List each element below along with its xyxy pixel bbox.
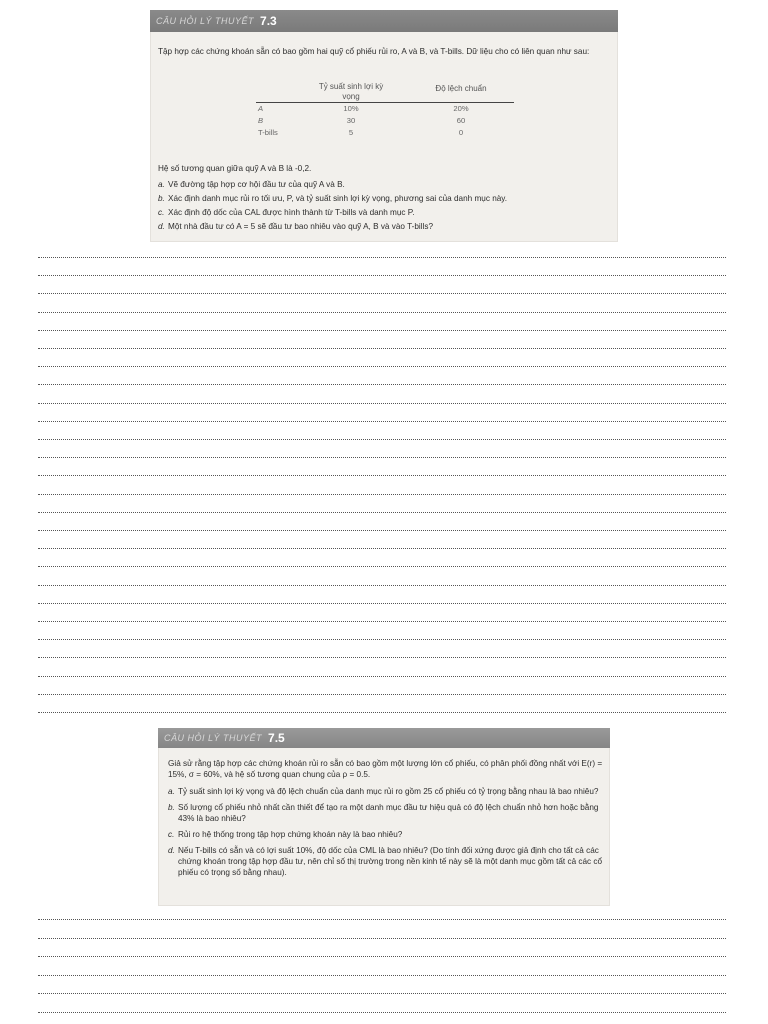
data-table [256, 72, 514, 139]
answer-line [38, 938, 726, 939]
problem-intro: Tập hợp các chứng khoán sẵn có bao gồm hai quỹ cổ phiếu rủi ro, A và B, và T-bills. Dữ liệu cho có liên quan như sau: [158, 47, 590, 56]
row-sd: 20% [453, 104, 469, 113]
problem-header-label: CÂU HỎI LÝ THUYẾT [156, 16, 255, 26]
question-text: Nếu T-bills có sẵn và có lợi suất 10%, độ dốc của CML là bao nhiêu? (Do tính đối xứng được giả định cho tất cả các chứng khoán trong tập hợp đầu tư, nên chỉ số thị trường trong nền kinh tế này sẽ là một danh mục gồm tất cả các cổ phiếu có trọng số bằng nhau). [178, 846, 603, 877]
table-row [256, 103, 514, 115]
row-return: 30 [346, 116, 356, 125]
question-key: d. [158, 222, 165, 231]
col-header-expected-return: Tỷ suất sinh lợi kỳ vọng [318, 82, 384, 101]
question-text: Tỷ suất sinh lợi kỳ vọng và độ lệch chuẩn của danh mục rủi ro gồm 25 cổ phiếu có tỷ trọng bằng nhau là bao nhiêu? [178, 787, 599, 796]
answer-line [38, 712, 726, 713]
answer-line [38, 621, 726, 622]
answer-line [38, 421, 726, 422]
question-text: Số lượng cổ phiếu nhỏ nhất cần thiết để tạo ra một danh mục đầu tư hiệu quả có độ lệch chuẩn nhỏ hơn hoặc bằng 43% là bao nhiêu? [178, 803, 599, 823]
answer-line [38, 275, 726, 276]
table-row [256, 115, 514, 127]
answer-line [38, 494, 726, 495]
answer-line [38, 257, 726, 258]
question-key: b. [158, 194, 165, 203]
answer-line [38, 439, 726, 440]
question-text: Rủi ro hệ thống trong tập hợp chứng khoán này là bao nhiêu? [178, 830, 403, 839]
answer-line [38, 366, 726, 367]
question-text: Xác định độ dốc của CAL được hình thành từ T-bills và danh mục P. [168, 208, 415, 217]
answer-line [38, 603, 726, 604]
answer-line [38, 919, 726, 920]
row-return: 5 [348, 128, 354, 137]
answer-line [38, 530, 726, 531]
question-key: c. [168, 830, 175, 839]
col-header-std-dev: Độ lệch chuẩn [435, 84, 487, 93]
answer-line [38, 512, 726, 513]
row-sd: 60 [456, 116, 466, 125]
row-return: 10% [343, 104, 359, 113]
question-text: Vẽ đường tập hợp cơ hội đầu tư của quỹ A và B. [168, 180, 345, 189]
problem-header [150, 10, 618, 32]
question-key: b. [168, 803, 175, 812]
answer-line [38, 348, 726, 349]
question-text: Một nhà đầu tư có A = 5 sẽ đầu tư bao nhiêu vào quỹ A, B và vào T-bills? [168, 222, 434, 231]
problem-7-5-box [158, 728, 610, 906]
answer-line [38, 676, 726, 677]
answer-line [38, 312, 726, 313]
answer-line [38, 975, 726, 976]
question-item [158, 193, 614, 204]
answer-line [38, 475, 726, 476]
table-header [256, 72, 514, 103]
problem-header [158, 728, 610, 748]
answer-line [38, 956, 726, 957]
answer-line [38, 657, 726, 658]
row-name: T-bills [258, 128, 278, 137]
question-key: a. [168, 787, 175, 796]
table-row [256, 127, 514, 139]
answer-line [38, 566, 726, 567]
question-key: c. [158, 208, 165, 217]
answer-line [38, 1012, 726, 1013]
answer-line [38, 403, 726, 404]
question-item [168, 802, 604, 824]
answer-line [38, 330, 726, 331]
correlation-note: Hệ số tương quan giữa quỹ A và B là -0,2. [158, 164, 312, 173]
answer-line [38, 548, 726, 549]
problem-number: 7.3 [260, 14, 277, 28]
problem-number: 7.5 [268, 731, 285, 745]
answer-line [38, 585, 726, 586]
answer-line [38, 293, 726, 294]
question-item [168, 829, 604, 840]
question-item [158, 207, 614, 218]
answer-line [38, 457, 726, 458]
row-name: B [258, 116, 264, 125]
row-sd: 0 [458, 128, 464, 137]
answer-line [38, 694, 726, 695]
row-name: A [258, 104, 264, 113]
question-item [158, 179, 614, 190]
question-list [168, 786, 604, 883]
question-item [168, 845, 604, 878]
answer-line [38, 384, 726, 385]
problem-7-3-box [150, 10, 618, 242]
question-list [158, 179, 614, 235]
question-item [168, 786, 604, 797]
question-key: d. [168, 846, 175, 855]
question-item [158, 221, 614, 232]
problem-intro: Giả sử rằng tập hợp các chứng khoán rủi ro sẵn có bao gồm một lượng lớn cổ phiếu, có phân phối đồng nhất với E(r) = 15%, σ = 60%, và hệ số tương quan chung của ρ = 0.5. [168, 759, 603, 779]
question-text: Xác định danh mục rủi ro tối ưu, P, và tỷ suất sinh lợi kỳ vọng, phương sai của danh mục này. [168, 194, 508, 203]
problem-header-label: CÂU HỎI LÝ THUYẾT [164, 733, 263, 743]
question-key: a. [158, 180, 165, 189]
answer-line [38, 993, 726, 994]
answer-line [38, 639, 726, 640]
